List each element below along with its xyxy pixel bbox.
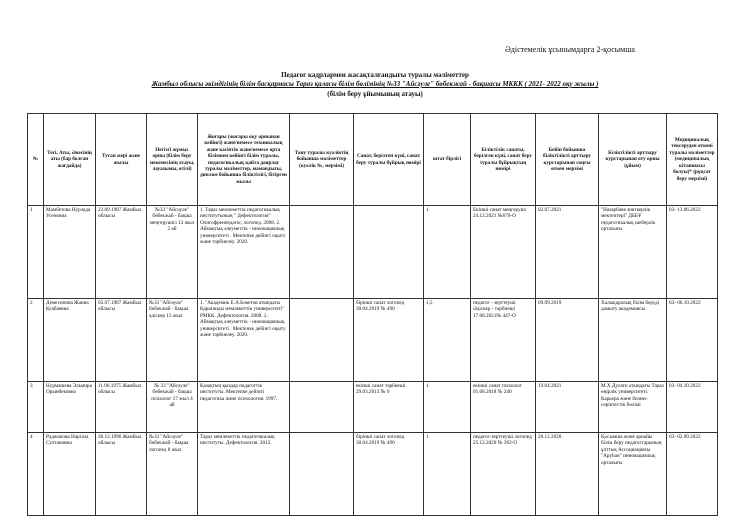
cell-staff: 1 bbox=[424, 206, 471, 299]
cell-medical: 03- 13.06.2022 bbox=[667, 206, 718, 299]
cell-qualification: педагог-зерттеуші логопед 25.12.2020 № 392-О bbox=[471, 433, 536, 516]
cell-birth: 05.07.1987 Жамбыл облысы bbox=[96, 299, 147, 382]
cell-qualification: педагог - зерттеуші Әдіскер - тәрбиеші 17.08.2021№ 447-О bbox=[471, 299, 536, 382]
appendix-note: Әдістемелік ұсынымдарға 2-қосымша bbox=[505, 45, 635, 54]
cell-course-place: М.Х.Дулати атындағы Тараз өңірлік университеті. Карьера және бизнес серіктестік бөлімі bbox=[599, 382, 667, 433]
cell-category: бірінші санат логопед 30.04.2019 № 490 bbox=[354, 433, 424, 516]
header-work: Негізгі жұмыс орны (білім беру мекемесінің атауы, лауазымы, өтілі) bbox=[147, 114, 198, 206]
cell-recognition bbox=[290, 433, 354, 516]
cell-medical: 03- 06.10.2022 bbox=[667, 299, 718, 382]
header-education: Жоғары (жоғары оқу орнынан кейінгі) және/немесе техникалық және кәсіптік және/немесе орта білімнен кейінгі білім туралы, педагогикалық қайта даярлау туралы мәліметтер, мамандығы, диплом бойынша біліктілігі, бітірген жылы bbox=[198, 114, 290, 206]
header-category: Санат, берілген күні, санат беру туралы бұйрық нөмірі bbox=[354, 114, 424, 206]
cell-work: № 33 "Айсәуле" бөбекжай - бақша психолог 17 жыл 4 ай bbox=[147, 382, 198, 433]
cell-medical: 03- 02.09.2022 bbox=[667, 433, 718, 516]
table-row bbox=[28, 382, 718, 433]
cell-qualification: Екінші санат меңгеруші 24.12.2021 №670-О bbox=[471, 206, 536, 299]
cell-num: 2 bbox=[28, 299, 44, 382]
cell-course-place: Халықаралық білім беруді дамыту академиясы bbox=[599, 299, 667, 382]
cell-num: 1 bbox=[28, 206, 44, 299]
cell-name: Раджапова Наргаза Султановна bbox=[44, 433, 96, 516]
cell-education: 1. "Академик Е.А.Бөкетов атындағы Қарағанды мемлекеттік университеті" РМКК. Дефектология. 2008. 2. Аймақтық әлеуметтік - инновациялық университеті . Мектепке дейінгі оқыту және тәрбиелеу. 2020. bbox=[198, 299, 290, 382]
organization-subtitle: (білім беру ұйымының атауы) bbox=[327, 90, 423, 98]
cell-recognition bbox=[290, 299, 354, 382]
cell-education: Тараз мемлекеттік педагогикалық институты. Дефектология. 2012. bbox=[198, 433, 290, 516]
cell-num: 4 bbox=[28, 433, 44, 516]
header-name: Тегі, Аты, Әкесінің аты (бар болған жағдайда) bbox=[44, 114, 96, 206]
cell-category: бірінші санат логопед 30.04.2019 № 490 bbox=[354, 299, 424, 382]
cell-education: 1. Тараз мемлекеттік педагогикалық институтының " Дефектология" Олигофренпедагог, логопед. 2008. 2. Аймақтық әлеуметтік - инновациялық университеті . Мектепке дейінгі оқыту және тәрбиелеу. 2020. bbox=[198, 206, 290, 299]
cell-birth: 11.06.1975 Жамбыл облысы bbox=[96, 382, 147, 433]
cell-category bbox=[354, 206, 424, 299]
cell-name: Демесинова Жанна Куабаевна bbox=[44, 299, 96, 382]
header-num: № bbox=[28, 114, 44, 206]
header-medical: Медициналық тексеруден өткені туралы мәліметтер (медициналық кітапшасы болуы)* (рұқсат беру мерзімі) bbox=[667, 114, 718, 206]
cell-work: №33 "Айсәуле" бөбекжай - бақша логопед 8 жыл bbox=[147, 433, 198, 516]
cell-recognition bbox=[290, 206, 354, 299]
cell-course-place: "Назарбаев зияткерлік мектептері" ДББҰ педагогикалық шеберлік орталығы bbox=[599, 206, 667, 299]
cell-staff: 1,5 bbox=[424, 299, 471, 382]
cell-birth: 22.09.1987 Жамбыл облысы bbox=[96, 206, 147, 299]
cell-course-date: 19.04.2021 bbox=[536, 382, 599, 433]
header-course-date: Бейін бойынша біліктілікті арттыру курстарынан соңғы өткен мерзімі bbox=[536, 114, 599, 206]
header-qualification: Біліктілік санаты, берілген күні, санат беру туралы бұйрықтың нөмірі bbox=[471, 114, 536, 206]
cell-category: екінші санат тәрбиеші 29.03.2013 № 9 bbox=[354, 382, 424, 433]
staff-table bbox=[27, 113, 718, 516]
cell-staff: 1 bbox=[424, 433, 471, 516]
header-staff: штат бірлігі bbox=[424, 114, 471, 206]
cell-qualification: екінші санат психолог 01.08.2018 № 240 bbox=[471, 382, 536, 433]
table-row bbox=[28, 433, 718, 516]
cell-work: №33 "Айсәуле" бөбекжай - бақша меңгерушісі 13 жыл 2 ай bbox=[147, 206, 198, 299]
cell-course-date: 02.07.2021 bbox=[536, 206, 599, 299]
header-recognition: Тану туралы куәліктің бойынша мәліметтер (куәлік №, мерзімі) bbox=[290, 114, 354, 206]
header-course-place: Біліктілікті арттыру курстарынан оту орны (ұйым) bbox=[599, 114, 667, 206]
organization-title: Жамбыл облысы әкімдігінің білім басқармасы Тараз қаласы білім бөлімінің №33 "Айсәуле" бөбекжай - бақшасы МККК ( 2021- 2022 оқу жылы ) bbox=[151, 80, 599, 88]
cell-education: Қазақтың қыздар педагогтік институты. Мектепке дейінгі педагогика және психология. 1997. bbox=[198, 382, 290, 433]
cell-course-date: 20.12.2020 bbox=[536, 433, 599, 516]
cell-num: 3 bbox=[28, 382, 44, 433]
table-row bbox=[28, 299, 718, 382]
table-row bbox=[28, 206, 718, 299]
table-header-row bbox=[28, 114, 718, 206]
cell-course-date: 09.09.2019 bbox=[536, 299, 599, 382]
cell-medical: 03- 04.10.2022 bbox=[667, 382, 718, 433]
cell-course-place: Қосымша және арнайы білім беру педагогтарының ұлттық Ассоциациясы "Аруһан" инновациялық орталығы bbox=[599, 433, 667, 516]
cell-birth: 30.12.1990 Жамбыл облысы bbox=[96, 433, 147, 516]
document-title: Педагог кадрлармен жасақталғандығы туралы мәліметтер bbox=[281, 71, 469, 79]
cell-staff: 1 bbox=[424, 382, 471, 433]
cell-work: №33 "Айсәуле" бөбекжай - бақша әдіскер 13 жыл bbox=[147, 299, 198, 382]
header-birth: Туған жері және жылы bbox=[96, 114, 147, 206]
cell-name: Мамбетова Нурзада Усеновна bbox=[44, 206, 96, 299]
cell-name: Нурмашева Эльмира Орынбековна bbox=[44, 382, 96, 433]
cell-recognition bbox=[290, 382, 354, 433]
